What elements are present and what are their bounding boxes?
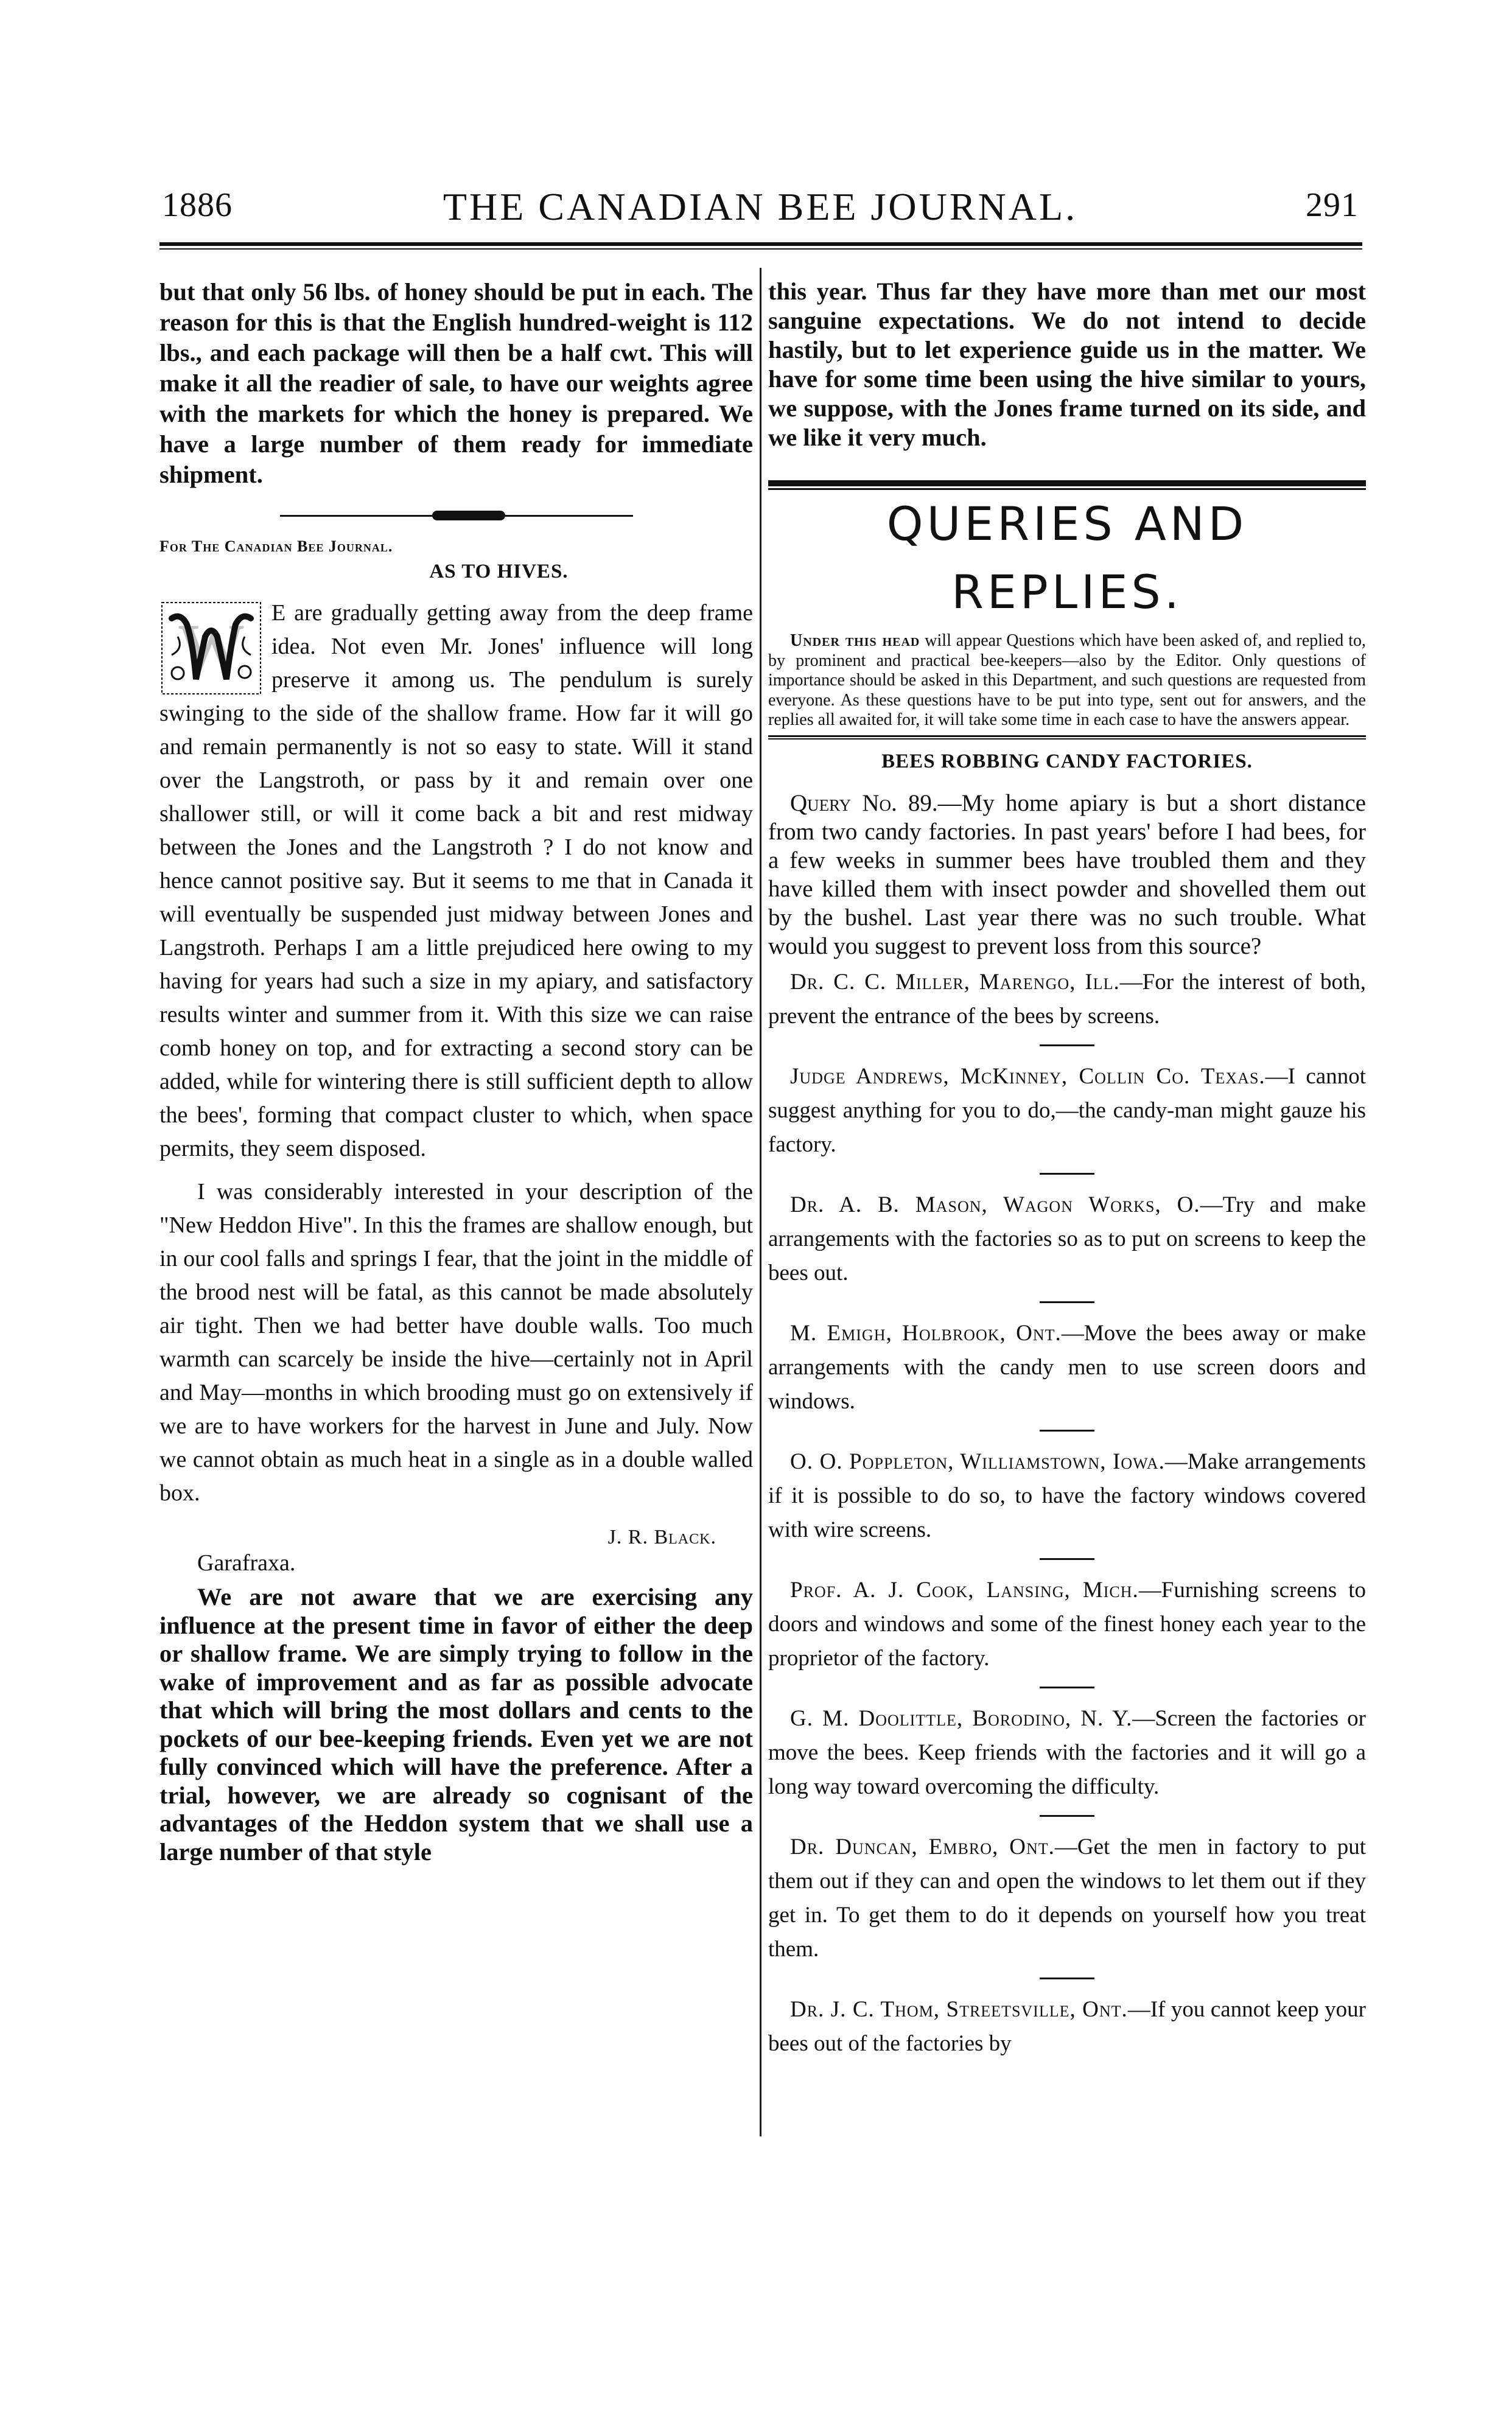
article-source: For The Canadian Bee Journal. [159, 537, 393, 555]
reply-item [768, 965, 1366, 1033]
reply-author: Judge Andrews, McKinney, Collin Co. Texas. [790, 1063, 1265, 1089]
reply-author: M. Emigh, Holbrook, Ont. [790, 1320, 1062, 1346]
drop-cap-ornament [159, 600, 263, 696]
author-place: Garafraxa. [197, 1550, 296, 1576]
drop-cap-letter: W [178, 610, 245, 685]
article-heading: AS TO HIVES. [429, 561, 569, 582]
notice-rule [768, 735, 1366, 740]
reply-author: G. M. Doolittle, Borodino, N. Y. [790, 1705, 1133, 1731]
reply-text: —For the interest of both, prevent the entrance of the bees by screens. [768, 969, 1366, 1029]
reply-separator [1040, 1173, 1094, 1175]
section-rule [768, 480, 1366, 490]
department-notice [768, 631, 1366, 730]
page-number: 291 [1306, 186, 1359, 224]
reply-item [768, 1060, 1366, 1162]
reply-separator [1040, 1558, 1094, 1560]
reply-author: Prof. A. J. Cook, Lansing, Mich. [790, 1577, 1139, 1603]
header-rule [159, 242, 1362, 250]
column-divider [760, 268, 761, 2136]
reply-text: —Try and make arrangements with the factories so as to put on screens to keep the bees out. [768, 1192, 1367, 1285]
article-paragraph-1: E are gradually getting away from the deep frame idea. Not even Mr. Jones' influence will long preserve it among us. The pendulum is surely swinging to the side of the shallow frame. How far it will go and remain permanently is not so easy to state. Will it stand over the Langstroth, or pass by it and remain over one shallower still, or will it come back a bit and rest midway between the Jones and the Langstroth ? I do not know and hence cannot positive say. But it seems to me that in Canada it will eventually be suspended just midway between Jones and Langstroth. Perhaps I am a little prejudiced here owing to my having for years had such a size in my apiary, and satisfactory results winter and summer from it. With this size we can raise comb honey on top, and for extracting a second story can be added, while for wintering there is still sufficient depth to allow the bees', forming that compact cluster to which, when space permits, they seem disposed. [159, 600, 753, 1161]
header-year: 1886 [162, 186, 233, 224]
reply-item [768, 1317, 1366, 1419]
ornamental-rule [280, 511, 633, 520]
ornament-icon [432, 511, 505, 520]
reply-text: —Move the bees away or make arrangements with the candy men to use screen doors and windows. [768, 1320, 1366, 1414]
reply-text: —Get the men in factory to put them out if they can and open the windows to let them out if they get in. To get them to do it depends on yourself how you treat them. [768, 1834, 1367, 1962]
reply-separator [1040, 1978, 1094, 1979]
reply-separator [1040, 1044, 1094, 1046]
running-header [162, 186, 1359, 234]
author-signature: J. R. Black. [607, 1526, 716, 1548]
reply-separator [1040, 1687, 1094, 1688]
reply-separator [1040, 1301, 1094, 1303]
query-heading: BEES ROBBING CANDY FACTORIES. [881, 750, 1253, 772]
reply-text: —Make arrangements if it is possible to do so, to have the factory windows covered with wire screens. [768, 1449, 1366, 1542]
notice-lead: Under this head [790, 631, 920, 650]
reply-text: —Screen the factories or move the bees. Keep friends with the factories and it will go a long way toward overcoming the difficulty. [768, 1705, 1366, 1799]
reply-author: Dr. J. C. Thom, Streetsville, Ont. [790, 1996, 1128, 2022]
reply-item [768, 1445, 1366, 1547]
left-continuation-paragraph: but that only 56 lbs. of honey should be put in each. The reason for this is that the English hundred-weight is 112 lbs., and each package will then be a half cwt. This will make it all the readier of sale, to have our weights agree with the markets for which the honey is prepared. We have a large number of them ready for immediate shipment. [159, 278, 753, 488]
article-paragraph-2: I was considerably interested in your description of the "New Heddon Hive". In this the frames are shallow enough, but in our cool falls and springs I fear, that the joint in the middle of the brood nest will be fatal, as this cannot be made absolutely air tight. Then we had better have double walls. Too much warmth can scarcely be inside the hive—certainly not in April and May—months in which brooding must go on extensively if we are to have workers for the harvest in June and July. Now we cannot obtain as much heat in a single as in a double walled box. [159, 1179, 753, 1506]
right-column [768, 277, 1366, 2061]
reply-item [768, 1702, 1366, 1804]
reply-item [768, 1573, 1366, 1676]
reply-author: Dr. A. B. Mason, Wagon Works, O. [790, 1192, 1200, 1217]
reply-item [768, 1993, 1366, 2061]
reply-separator [1040, 1430, 1094, 1432]
drop-cap-w-icon [159, 600, 263, 696]
reply-author: Dr. Duncan, Embro, Ont. [790, 1834, 1055, 1859]
query-body: —My home apiary is but a short distance from two candy factories. In past years' before I had bees, for a few weeks in summer bees have troubled them and they have killed them with insect powder and shovelled them out by the bushel. Last year there was no such trouble. What would you suggest to prevent loss from this source? [768, 789, 1367, 959]
reply-text: —I cannot suggest anything for you to do,—the candy-man might gauze his factory. [768, 1063, 1366, 1157]
query-number: Query No. 89. [790, 789, 938, 816]
right-continuation-paragraph: this year. Thus far they have more than met our most sanguine expectations. We do not intend to decide hastily, but to let experience guide us in the matter. We have for some time been using the hive similar to yours, we suppose, with the Jones frame turned on its side, and we like it very much. [768, 278, 1366, 451]
reply-item [768, 1188, 1366, 1290]
journal-title: THE CANADIAN BEE JOURNAL. [443, 185, 1078, 228]
left-column [159, 277, 753, 1866]
notice-text: will appear Questions which have been asked of, and replied to, by prominent and practical bee-keepers—also by the Editor. Only questions of importance should be asked in this Department, and such questions are requested from everyone. As these questions have to be put into type, sent out for answers, and the replies all awaited for, it will take some time in each case to have the answers appear. [768, 631, 1366, 729]
reply-author: Dr. C. C. Miller, Marengo, Ill. [790, 969, 1120, 995]
editorial-note: We are not aware that we are exercising any influence at the present time in favor of either the deep or shallow frame. We are simply trying to follow in the wake of improvement and as far as possible advocate that which will bring the most dollars and cents to the pockets of our bee-keeping friends. Even yet we are not fully convinced which will have the preference. After a trial, however, we are already so cognisant of the advantages of the Heddon system that we shall use a large number of that style [159, 1583, 753, 1866]
reply-author: O. O. Poppleton, Williamstown, Iowa. [790, 1449, 1165, 1474]
queries-section-title: QUERIES AND REPLIES. [886, 497, 1248, 619]
reply-item [768, 1830, 1366, 1967]
reply-separator [1040, 1815, 1094, 1817]
reply-text: —If you cannot keep your bees out of the factories by [768, 1996, 1367, 2056]
query-text [768, 789, 1366, 960]
reply-text: —Furnishing screens to doors and windows and some of the finest honey each year to the proprietor of the factory. [768, 1577, 1366, 1671]
